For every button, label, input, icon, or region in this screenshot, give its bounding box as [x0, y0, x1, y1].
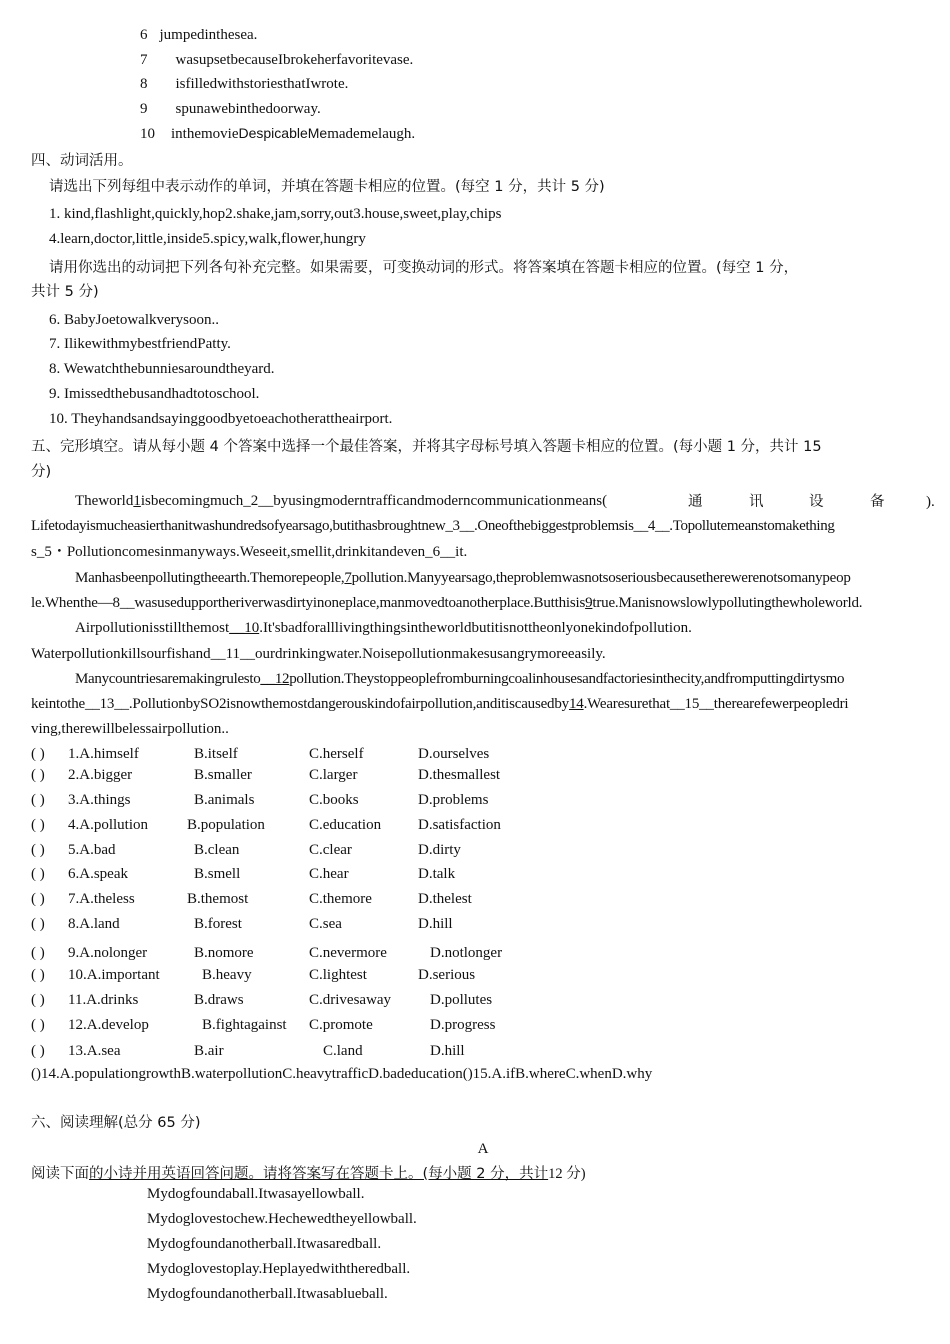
answer-paren[interactable]: ( ): [31, 967, 45, 983]
answer-paren[interactable]: ( ): [31, 992, 45, 1008]
option-d: D.hill: [418, 916, 453, 932]
item-number: 8: [140, 76, 148, 92]
word-groups: 1. kind,flashlight,quickly,hop2.shake,jam,sorry,out3.house,sweet,play,chips: [49, 206, 502, 222]
option-d: D.problems: [418, 792, 489, 808]
option-a: 1.A.himself: [68, 746, 139, 762]
option-c: C.nevermore: [309, 945, 387, 961]
sentence: 10. Theyhandsandsayinggoodbyetoeachotherattheairport.: [49, 411, 393, 427]
option-c: C.hear: [309, 866, 349, 882]
blank-number: 7: [344, 570, 352, 586]
option-a: 5.A.bad: [68, 842, 116, 858]
option-d: D.pollutes: [430, 992, 493, 1008]
option-c: C.promote: [309, 1017, 373, 1033]
blank-number: 9: [585, 595, 593, 611]
option-c: C.education: [309, 817, 382, 833]
blank-number: __10: [229, 620, 260, 636]
option-d: D.talk: [418, 866, 456, 882]
option-a: 10.A.important: [68, 967, 160, 983]
option-d: D.hill: [430, 1043, 465, 1059]
cn-char: 通: [688, 494, 703, 510]
list-item: [140, 25, 257, 45]
option-b: B.fightagainst: [202, 1017, 287, 1033]
passage-line: s_5・Pollutioncomesinmanyways.Weseeit,smellit,drinkitandeven_6__it.: [31, 544, 468, 560]
option-a: 12.A.develop: [68, 1017, 149, 1033]
option-c: C.sea: [309, 916, 342, 932]
poem-line: Mydoglovestochew.Hechewedtheyellowball.: [147, 1211, 417, 1227]
item-number: 6: [140, 27, 148, 43]
answer-paren[interactable]: ( ): [31, 767, 45, 783]
option-d: D.thesmallest: [418, 767, 501, 783]
option-a: 2.A.bigger: [68, 767, 133, 783]
movie-title: DespicableMe: [238, 125, 328, 141]
passage-line: Waterpollutionkillsourfishand__11__ourdrinkingwater.Noisepollutionmakesusangrymoreeasily.: [31, 646, 606, 662]
option-b: B.air: [194, 1043, 224, 1059]
cn-char: 备: [870, 494, 885, 510]
options-last-line: ()14.A.populationgrowthB.waterpollutionC.heavytrafficD.badeducation()15.A.ifB.whereC.whenD.why: [31, 1066, 653, 1082]
option-d: D.dirty: [418, 842, 461, 858]
option-b: B.smell: [194, 866, 241, 882]
option-c: C.land: [323, 1043, 363, 1059]
option-b: B.draws: [194, 992, 244, 1008]
instruction: 阅读下面的小诗并用英语回答问题。请将答案写在答题卡上。(每小题 2 分，共计12 分): [31, 1166, 586, 1182]
option-d: D.satisfaction: [418, 817, 501, 833]
option-c: C.drivesaway: [309, 992, 392, 1008]
instruction: 请选出下列每组中表示动作的单词，并填在答题卡相应的位置。(每空 1 分，共计 5 分): [49, 179, 605, 195]
passage-line: ving,therewillbelessairpollution..: [31, 721, 229, 737]
sentence: 7. IlikewithmybestfriendPatty.: [49, 336, 231, 352]
option-a: 13.A.sea: [68, 1043, 121, 1059]
blank-number: 1: [133, 493, 141, 509]
item-text: jumpedinthesea.: [159, 27, 258, 43]
option-c: C.herself: [309, 746, 364, 762]
option-a: 9.A.nolonger: [68, 945, 148, 961]
option-b: B.smaller: [194, 767, 252, 783]
passage-line: keintothe__13__.PollutionbySO2isnowthemostdangerouskindofairpollution,anditiscausedby14.Wearesurethat__15__therearefewerpeopledri: [31, 696, 849, 712]
item-text: isfilledwithstoriesthatIwrote.: [175, 76, 349, 92]
option-b: B.population: [187, 817, 265, 833]
paren-close: ).: [926, 494, 935, 510]
passage-line: Lifetodayismucheasierthanitwashundredsofyearsago,butithasbroughtnew_3__.Oneofthebiggestproblemsis__4__.Topollutemeanstomakething: [31, 518, 835, 534]
option-d: D.notlonger: [430, 945, 503, 961]
item-text: spunawebinthedoorway.: [175, 101, 321, 117]
passage-line: Manhasbeenpollutingtheearth.Themorepeople,7pollution.Manyyearsago,theproblemwasnotsoseriousbecausetherewerenotsomanypeop: [75, 570, 851, 586]
word-groups: 4.learn,doctor,little,inside5.spicy,walk,flower,hungry: [49, 231, 366, 247]
option-d: D.serious: [418, 967, 476, 983]
option-c: C.larger: [309, 767, 358, 783]
option-c: C.clear: [309, 842, 352, 858]
list-item: [140, 50, 413, 70]
answer-paren[interactable]: ( ): [31, 945, 45, 961]
instruction: 共计 5 分): [31, 284, 99, 300]
option-b: B.clean: [194, 842, 240, 858]
poem-line: Mydogfoundaball.Itwasayellowball.: [147, 1186, 365, 1202]
item-text: mademelaugh.: [327, 126, 416, 142]
item-number: 9: [140, 101, 148, 117]
option-d: D.progress: [430, 1017, 496, 1033]
answer-paren[interactable]: ( ): [31, 1017, 45, 1033]
option-a: 7.A.theless: [68, 891, 135, 907]
option-c: C.lightest: [309, 967, 367, 983]
blank-number: __12: [260, 671, 290, 687]
option-a: 8.A.land: [68, 916, 120, 932]
option-b: B.forest: [194, 916, 242, 932]
sentence: 9. Imissedthebusandhadtotoschool.: [49, 386, 260, 402]
option-b: B.itself: [194, 746, 238, 762]
option-c: C.themore: [309, 891, 372, 907]
cn-char: 设: [809, 494, 824, 510]
answer-paren[interactable]: ( ): [31, 817, 45, 833]
instruction: 请用你选出的动词把下列各句补充完整。如果需要，可变换动词的形式。将答案填在答题卡相应的位置。(每空 1 分，: [49, 260, 799, 276]
section-heading: 分): [31, 464, 52, 480]
part-label: A: [477, 1141, 489, 1157]
item-number: 10: [140, 126, 155, 142]
option-d: D.ourselves: [418, 746, 490, 762]
option-a: 11.A.drinks: [68, 992, 139, 1008]
section-heading: 五、完形填空。请从每小题 4 个答案中选择一个最佳答案，并将其字母标号填入答题卡相应的位置。(每小题 1 分，共计 15: [31, 439, 822, 455]
option-b: B.themost: [187, 891, 249, 907]
sentence: 6. BabyJoetowalkverysoon..: [49, 312, 219, 328]
cn-char: 讯: [749, 494, 764, 510]
option-b: B.heavy: [202, 967, 252, 983]
poem-line: Mydogfoundanotherball.Itwasaredball.: [147, 1236, 382, 1252]
item-text: wasupsetbecauseIbrokeherfavoritevase.: [175, 52, 414, 68]
option-a: 6.A.speak: [68, 866, 128, 882]
option-b: B.nomore: [194, 945, 254, 961]
answer-paren[interactable]: ( ): [31, 891, 45, 907]
section-heading: 四、动词活用。: [31, 153, 133, 169]
answer-paren[interactable]: ( ): [31, 916, 45, 932]
poem-line: Mydoglovestoplay.Heplayedwiththeredball.: [147, 1261, 411, 1277]
passage-line: Theworld1isbecomingmuch_2__byusingmoderntrafficandmoderncommunicationmeans(: [75, 493, 608, 509]
option-d: D.thelest: [418, 891, 472, 907]
passage-line: Manycountriesaremakingrulesto__12pollution.Theystoppeoplefromburningcoalinhousesandfactoriesinthecity,andfromputtingdirtysmo: [75, 671, 845, 687]
answer-paren[interactable]: ( ): [31, 1043, 45, 1059]
answer-paren[interactable]: ( ): [31, 746, 45, 762]
answer-paren[interactable]: ( ): [31, 842, 45, 858]
option-c: C.books: [309, 792, 359, 808]
passage-line: Airpollutionisstillthemost__10.It'sbadforalllivingthingsintheworldbutitisnottheonlyonekindofpollution.: [75, 620, 692, 636]
section-heading: 六、阅读理解(总分 65 分): [31, 1115, 201, 1131]
option-a: 3.A.things: [68, 792, 131, 808]
item-number: 7: [140, 52, 148, 68]
passage-line: le.Whenthe—8__wasusedupportheriverwasdirtyinoneplace,manmovedtoanotherplace.Butthisis9true.Manisnowslowlypollutingthewholeworld.: [31, 595, 863, 611]
poem-line: Mydogfoundanotherball.Itwasablueball.: [147, 1286, 388, 1302]
item-text: inthemovie: [171, 126, 239, 142]
answer-paren[interactable]: ( ): [31, 866, 45, 882]
list-item: [140, 99, 321, 119]
list-item: [140, 74, 348, 94]
answer-paren[interactable]: ( ): [31, 792, 45, 808]
list-item: [140, 123, 415, 144]
blank-number: 14: [568, 696, 584, 712]
option-b: B.animals: [194, 792, 255, 808]
option-a: 4.A.pollution: [68, 817, 149, 833]
sentence: 8. Wewatchthebunniesaroundtheyard.: [49, 361, 275, 377]
